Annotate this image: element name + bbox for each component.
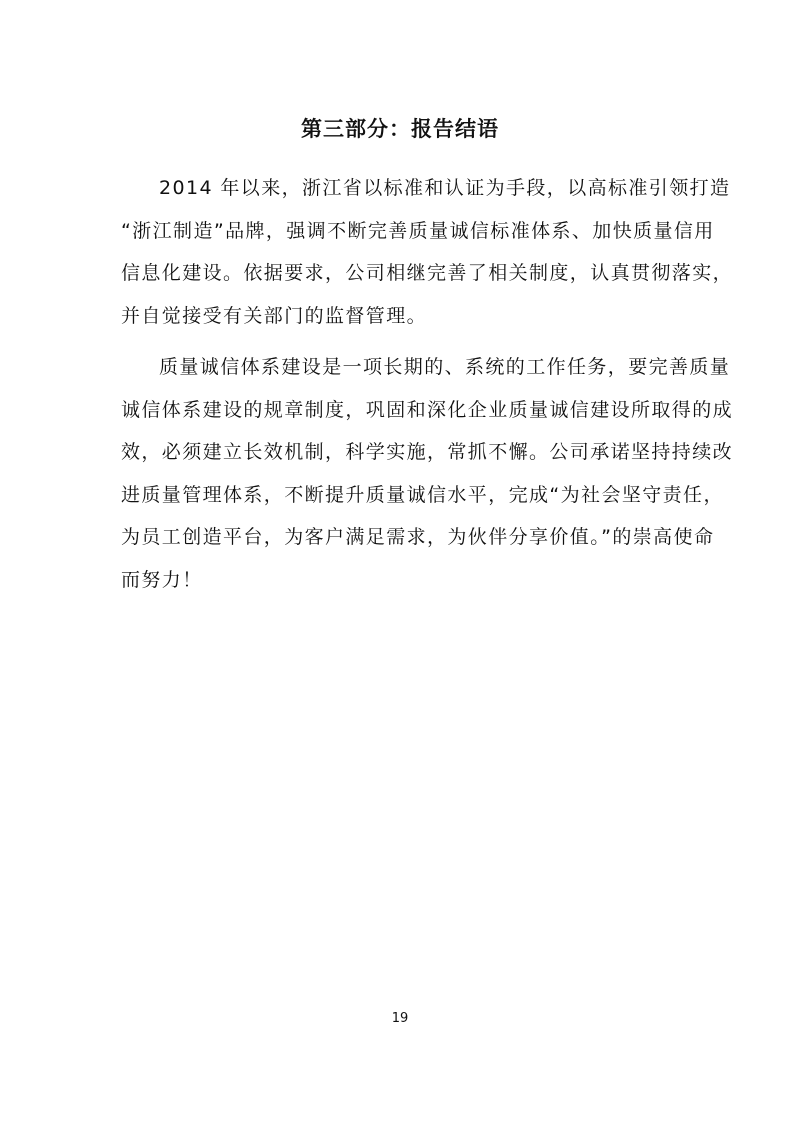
paragraph-intro	[121, 167, 734, 337]
paragraph-line: 而努力！	[121, 568, 203, 591]
page-number: 19	[391, 1011, 409, 1026]
paragraph-line: 诚信体系建设的规章制度，巩固和深化企业质量诚信建设所取得的成	[121, 398, 734, 421]
paragraph-line: 进质量管理体系，不断提升质量诚信水平，完成“为社会坚守责任，	[121, 483, 724, 506]
paragraph-line: “浙江制造”品牌，强调不断完善质量诚信标准体系、加快质量信用	[121, 219, 715, 242]
paragraph-line: 效，必须建立长效机制，科学实施，常抓不懈。公司承诺坚持持续改	[121, 441, 734, 464]
section-title: 第三部分：报告结语	[301, 117, 499, 141]
paragraph-line: 为员工创造平台，为客户满足需求，为伙伴分享价值。”的崇高使命	[121, 526, 715, 549]
paragraph-line: 2014 年以来，浙江省以标准和认证为手段，以高标准引领打造	[159, 177, 731, 199]
paragraph-line: 并自觉接受有关部门的监督管理。	[121, 304, 428, 327]
paragraph-line: 信息化建设。依据要求，公司相继完善了相关制度，认真贯彻落实，	[121, 262, 734, 285]
paragraph-commitment	[121, 346, 734, 602]
paragraph-line: 质量诚信体系建设是一项长期的、系统的工作任务，要完善质量	[159, 356, 731, 378]
